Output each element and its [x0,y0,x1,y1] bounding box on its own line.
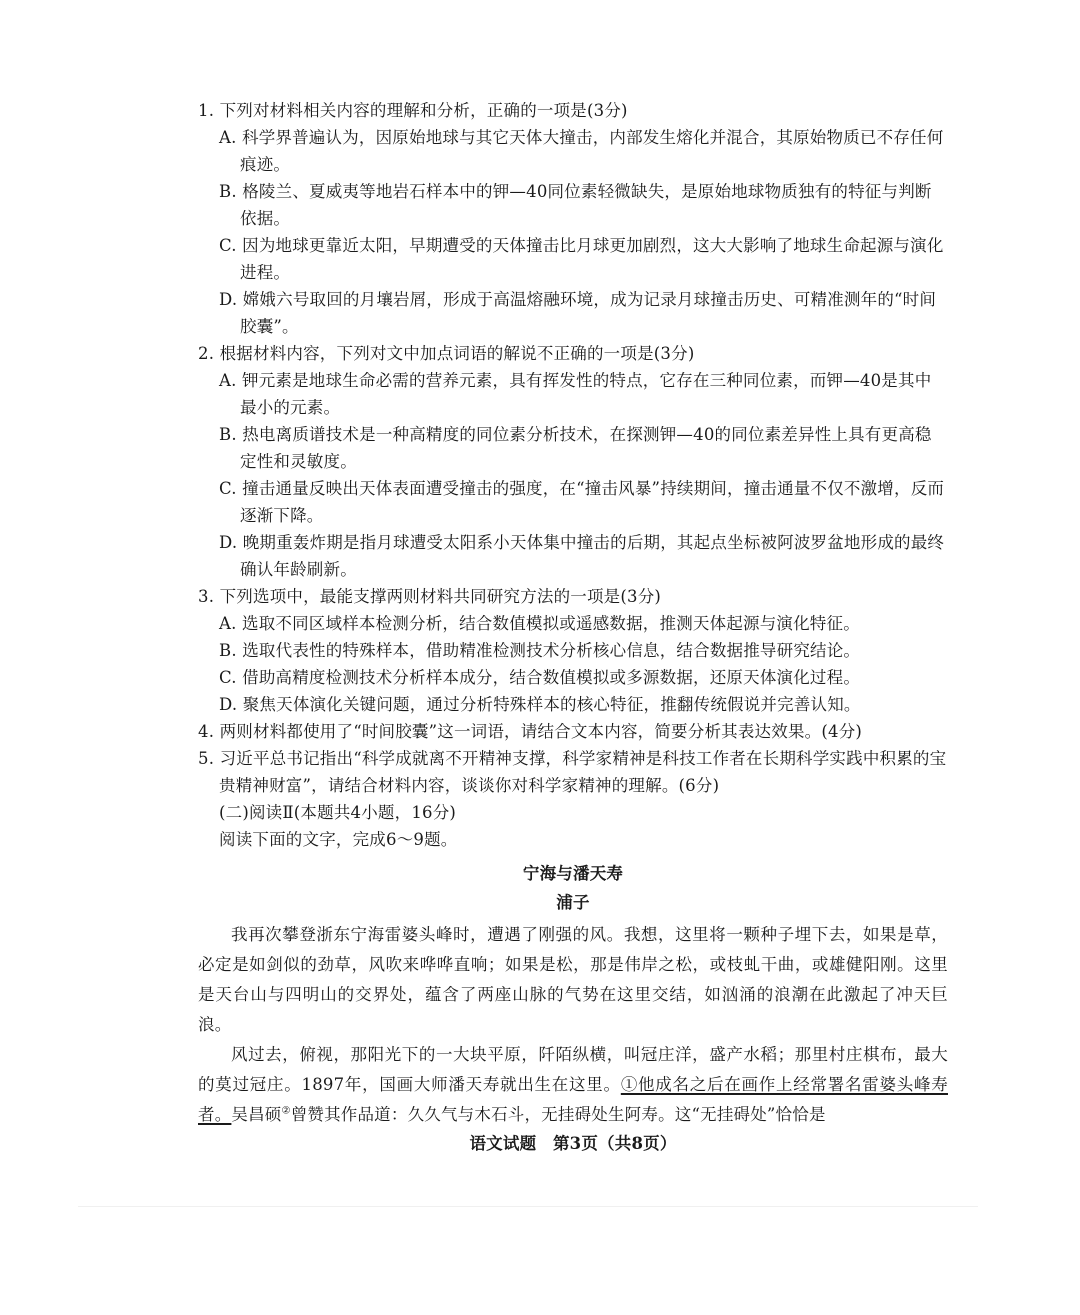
question-2-option-a: A. 钾元素是地球生命必需的营养元素，具有挥发性的特点，它存在三种同位素，而钾—40是其中最小的元素。 [219,371,932,417]
paragraph-2-end-a: 吴昌硕 [231,1105,282,1124]
paragraph-2-start: 风过去，俯视，那阳光下的一大块平原，阡陌纵横，叫冠庄洋，盛产水稻；那里村庄棋布，最大的莫过冠庄。1897年，国画大师潘天寿就出生在这里。 [198,1045,948,1094]
article-title: 宁海与潘天寿 [522,864,624,883]
question-2-stem: 2. 根据材料内容，下列对文中加点词语的解说不正确的一项是(3分) [198,344,695,363]
question-3-option-a: A. 选取不同区域样本检测分析，结合数值模拟或遥感数据，推测天体起源与演化特征。 [219,614,860,633]
question-1-option-c: C. 因为地球更靠近太阳，早期遭受的天体撞击比月球更加剧烈，这大大影响了地球生命起源与演化进程。 [219,236,944,282]
question-2 [198,340,948,583]
question-1-option-d: D. 嫦娥六号取回的月壤岩屑，形成于高温熔融环境，成为记录月球撞击历史、可精准测年的“时间胶囊”。 [219,290,937,336]
article-paragraph-1: 我再次攀登浙东宁海雷婆头峰时，遭遇了刚强的风。我想，这里将一颗种子埋下去，如果是草，必定是如剑似的劲草，风吹来哗哗直响；如果是松，那是伟岸之松，或枝虬干曲，或雄健阳刚。这里是天台山与四明山的交界处，蕴含了两座山脉的气势在这里交结，如汹涌的浪潮在此激起了冲天巨浪。 [198,925,948,1034]
page-content [198,97,948,1174]
question-1-stem: 1. 下列对材料相关内容的理解和分析，正确的一项是(3分) [198,101,628,120]
question-5: 5. 习近平总书记指出“科学成就离不开精神支撑，科学家精神是科技工作者在长期科学实践中积累的宝贵精神财富”，请结合材料内容，谈谈你对科学家精神的理解。(6分) [198,749,947,795]
underlined-sentence-1: ①他成名之后在画作上经常署名雷婆头峰寿者。 [198,1075,948,1124]
question-1 [198,97,948,340]
question-3-option-d: D. 聚焦天体演化关键问题，通过分析特殊样本的核心特征，推翻传统假说并完善认知。 [219,695,861,714]
section-2-instruction: 阅读下面的文字，完成6～9题。 [219,830,458,849]
article-author: 浦子 [556,893,590,912]
question-1-option-a: A. 科学界普遍认为，因原始地球与其它天体大撞击，内部发生熔化并混合，其原始物质已不存任何痕迹。 [219,128,944,174]
bottom-divider [78,1206,978,1207]
question-3-stem: 3. 下列选项中，最能支撑两则材料共同研究方法的一项是(3分) [198,587,662,606]
page-footer: 语文试题 第3页（共8页） [469,1134,677,1153]
section-2-heading: (二)阅读Ⅱ(本题共4小题，16分) [219,803,457,822]
article-paragraph-2 [198,1040,948,1130]
paragraph-2-end-b: 曾赞其作品道：久久气与木石斗，无挂碍处生阿寿。这“无挂碍处”恰恰是 [290,1105,826,1124]
question-3 [198,583,948,718]
question-4: 4. 两则材料都使用了“时间胶囊”这一词语，请结合文本内容，简要分析其表达效果。(4分) [198,722,863,741]
question-2-option-c: C. 撞击通量反映出天体表面遭受撞击的强度，在“撞击风暴”持续期间，撞击通量不仅不激增，反而逐渐下降。 [219,479,945,525]
question-1-option-b: B. 格陵兰、夏威夷等地岩石样本中的钾—40同位素轻微缺失，是原始地球物质独有的特征与判断依据。 [219,182,932,228]
question-2-option-d: D. 晚期重轰炸期是指月球遭受太阳系小天体集中撞击的后期，其起点坐标被阿波罗盆地形成的最终确认年龄刷新。 [219,533,945,579]
footnote-marker-2: ② [281,1105,291,1117]
question-3-option-c: C. 借助高精度检测技术分析样本成分，结合数值模拟或多源数据，还原天体演化过程。 [219,668,861,687]
question-3-option-b: B. 选取代表性的特殊样本，借助精准检测技术分析核心信息，结合数据推导研究结论。 [219,641,861,660]
question-2-option-b: B. 热电离质谱技术是一种高精度的同位素分析技术，在探测钾—40的同位素差异性上具有更高稳定性和灵敏度。 [219,425,932,471]
